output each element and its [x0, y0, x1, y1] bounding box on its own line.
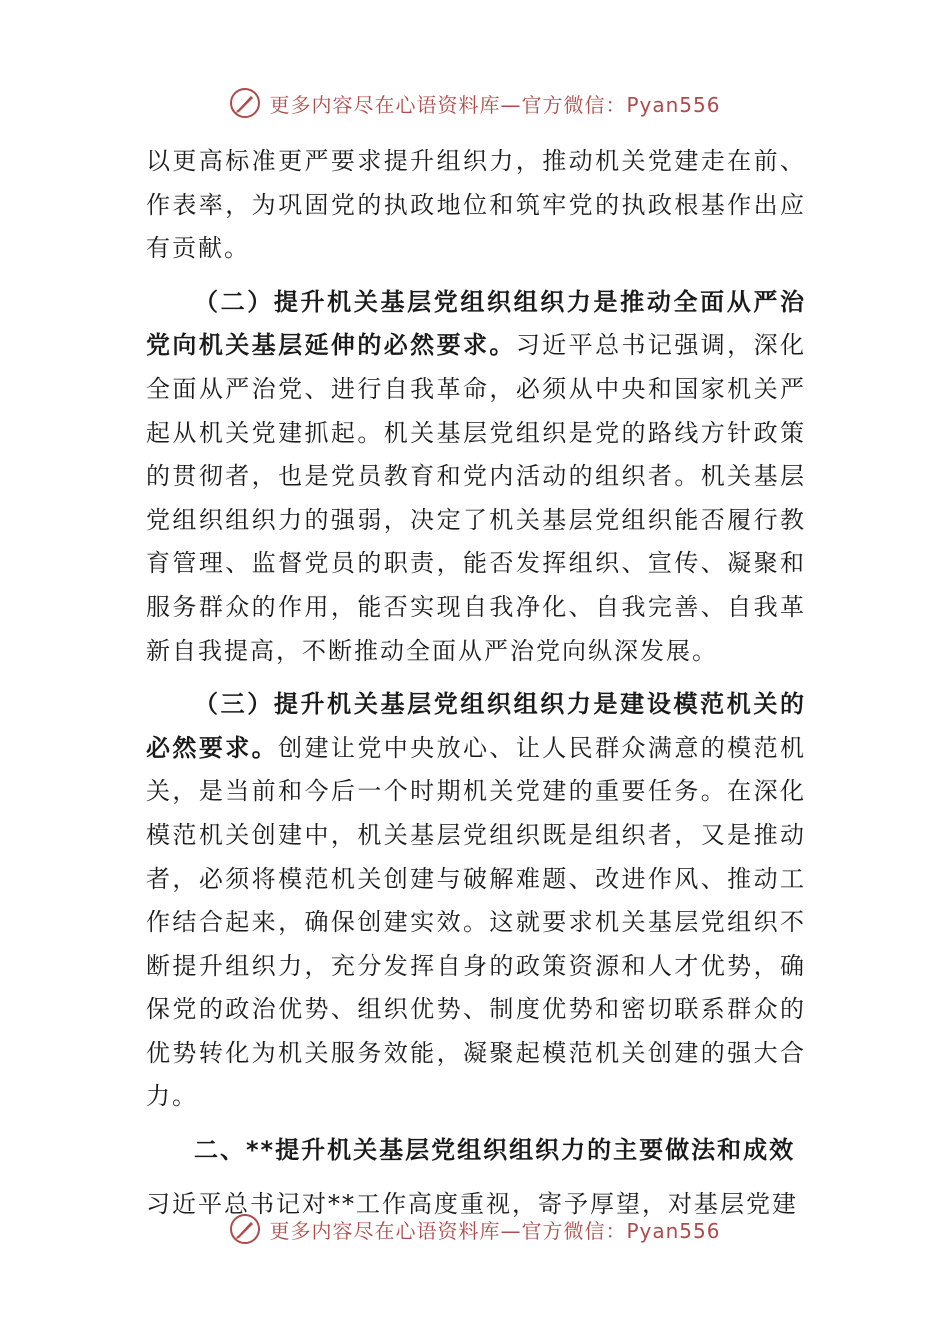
paragraph-2-body: 习近平总书记强调，深化全面从严治党、进行自我革命，必须从中央和国家机关严起从机关党建抓起。机关基层党组织是党的路线方针政策的贯彻者，也是党员教育和党内活动的组织者。机关基层党组织组织力的强弱，决定了机关基层党组织能否履行教育管理、监督党员的职责，能否发挥组织、宣传、凝聚和服务群众的作用，能否实现自我净化、自我完善、自我革新自我提高，不断推动全面从严治党向纵深发展。 — [146, 331, 807, 665]
watermark-text: 更多内容尽在心语资料库—官方微信：Pyan556 — [269, 92, 721, 117]
quill-logo-icon — [229, 87, 261, 119]
footer-watermark — [0, 1209, 950, 1249]
watermark-text: 更多内容尽在心语资料库—官方微信：Pyan556 — [269, 1218, 721, 1243]
paragraph-3-body: 创建让党中央放心、让人民群众满意的模范机关，是当前和今后一个时期机关党建的重要任务。在深化模范机关创建中，机关基层党组织既是组织者，又是推动者，必须将模范机关创建与破解难题、改进作风、推动工作结合起来，确保创建实效。这就要求机关基层党组织不断提升组织力，充分发挥自身的政策资源和人才优势，确保党的政治优势、组织优势、制度优势和密切联系群众的优势转化为机关服务效能，凝聚起模范机关创建的强大合力。 — [146, 733, 807, 1111]
header-watermark — [0, 83, 950, 123]
paragraph-2-lead: （二）提升机关基层党组织组织力是推动全面从严治党向机关基层延伸的必然要求。 — [146, 287, 806, 360]
paragraph-4: 习近平总书记对**工作高度重视，寄予厚望，对基层党建 — [146, 1189, 798, 1218]
paragraph-3-lead: （三）提升机关基层党组织组织力是建设模范机关的必然要求。 — [146, 690, 806, 762]
paragraph-1: 以更高标准更严要求提升组织力，推动机关党建走在前、作表率，为巩固党的执政地位和筑牢党的执政根基作出应有贡献。 — [146, 147, 806, 263]
document-body — [146, 140, 806, 1226]
quill-logo-icon — [229, 1213, 261, 1245]
paragraph-2 — [146, 281, 806, 673]
section-heading-2: 二、**提升机关基层党组织组织力的主要做法和成效 — [194, 1136, 796, 1165]
paragraph-3 — [146, 683, 806, 1119]
